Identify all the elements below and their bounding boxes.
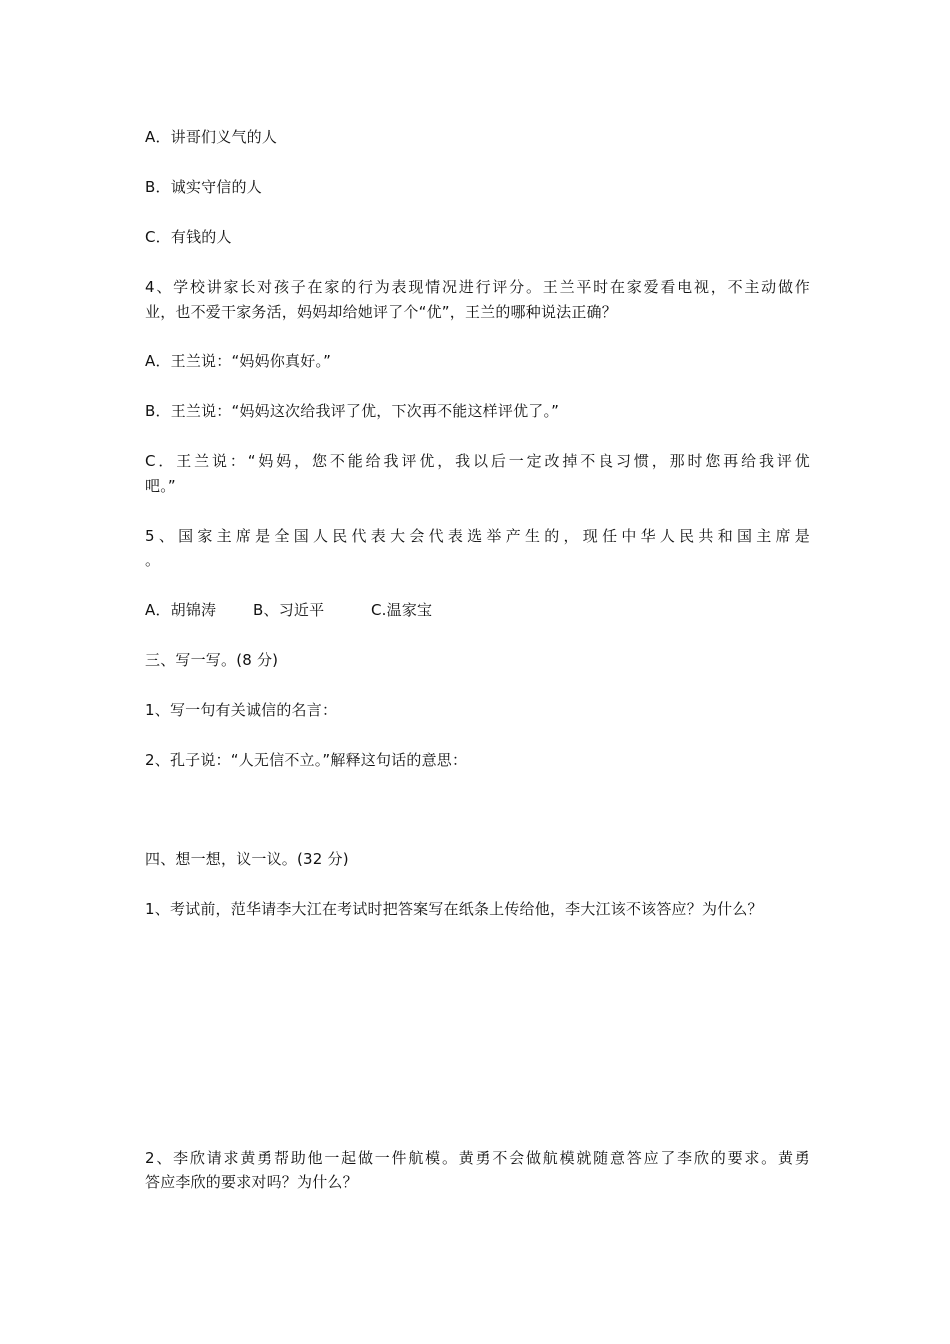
q3-option-c: C．有钱的人: [145, 228, 232, 246]
q5-stem-line2: 。: [145, 551, 161, 569]
q4-stem-line1: 4、学校讲家长对孩子在家的行为表现情况进行评分。王兰平时在家爱看电视，不主动做作: [145, 278, 810, 296]
q5-stem-line1: 5、国家主席是全国人民代表大会代表选举产生的，现任中华人民共和国主席是: [145, 527, 810, 545]
q4-option-a: A．王兰说：“妈妈你真好。”: [145, 352, 332, 370]
section3-q2: 2、孔子说：“人无信不立。”解释这句话的意思：: [145, 751, 468, 769]
q4-stem-line2: 业，也不爱干家务活，妈妈却给她评了个“优”，王兰的哪种说法正确？: [145, 303, 617, 321]
q4-option-b: B．王兰说：“妈妈这次给我评了优，下次再不能这样评优了。”: [145, 402, 560, 420]
section3-q1: 1、写一句有关诚信的名言：: [145, 701, 338, 719]
section4-q2-line1: 2、李欣请求黄勇帮助他一起做一件航模。黄勇不会做航模就随意答应了李欣的要求。黄勇: [145, 1149, 810, 1167]
q5-option-b: B、习近平: [253, 601, 325, 619]
q4-option-c-line2: 吧。”: [145, 477, 176, 495]
section4-title: 四、想一想，议一议。(32 分): [145, 850, 349, 868]
section3-title: 三、写一写。(8 分): [145, 651, 279, 669]
q4-option-c-line1: C．王兰说：“妈妈，您不能给我评优，我以后一定改掉不良习惯，那时您再给我评优: [145, 452, 810, 470]
q5-option-c: C.温家宝: [371, 601, 433, 619]
section4-q1: 1、考试前，范华请李大江在考试时把答案写在纸条上传给他，李大江该不该答应？为什么？: [145, 900, 763, 918]
q3-option-b: B．诚实守信的人: [145, 178, 262, 196]
q3-option-a: A．讲哥们义气的人: [145, 128, 278, 146]
section4-q2-line2: 答应李欣的要求对吗？为什么？: [145, 1173, 358, 1191]
q5-option-a: A．胡锦涛: [145, 601, 217, 619]
q5-options: [145, 597, 432, 623]
